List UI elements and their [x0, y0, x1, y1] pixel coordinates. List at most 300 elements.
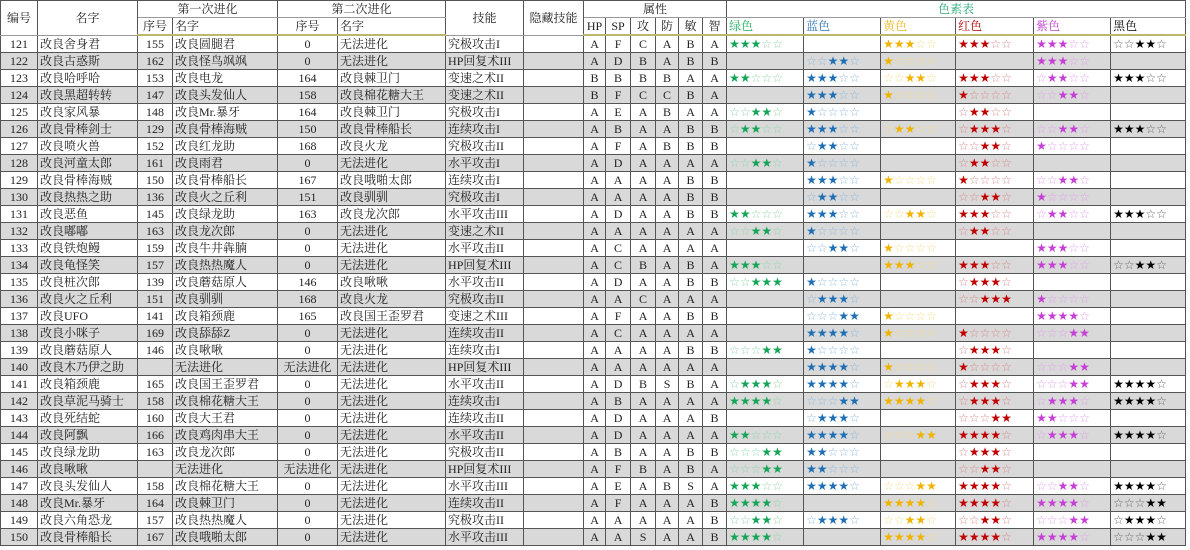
cell-attr-defense: A	[656, 257, 679, 274]
star-filled-icon: ★	[806, 156, 817, 170]
star-empty-icon: ☆	[990, 258, 1002, 272]
cell-attr-attack: B	[631, 70, 656, 87]
cell-id: 147	[1, 478, 38, 495]
star-empty-icon: ☆	[926, 394, 937, 408]
cell-stars-blue	[804, 53, 881, 70]
star-empty-icon: ☆	[990, 224, 1002, 238]
cell-stars-blue	[804, 35, 881, 53]
cell-stars-yellow	[881, 495, 956, 512]
cell-stars-green	[727, 376, 804, 393]
star-filled-icon: ★	[739, 37, 751, 51]
star-filled-icon: ★	[1134, 513, 1146, 527]
cell-name: 改良热热之助	[38, 189, 138, 206]
cell-evo2-name: 无法进化	[338, 325, 446, 342]
cell-attr-attack: A	[631, 427, 656, 444]
cell-attr-hp: A	[584, 512, 606, 529]
cell-stars-green	[727, 495, 804, 512]
star-filled-icon: ★	[1046, 309, 1058, 323]
table-row[interactable]	[1, 104, 1186, 121]
star-filled-icon: ★	[958, 479, 969, 493]
cell-skill: 连续攻击I	[446, 342, 524, 359]
star-filled-icon: ★	[979, 377, 991, 391]
cell-stars-red	[956, 478, 1034, 495]
star-filled-icon: ★	[827, 139, 839, 153]
cell-attr-attack: A	[631, 393, 656, 410]
star-filled-icon: ★	[1057, 309, 1069, 323]
table-row[interactable]	[1, 529, 1186, 546]
star-empty-icon: ☆	[772, 71, 783, 85]
table-row[interactable]	[1, 342, 1186, 359]
star-filled-icon: ★	[838, 428, 850, 442]
cell-stars-purple	[1034, 308, 1111, 325]
star-filled-icon: ★	[979, 292, 991, 306]
star-filled-icon: ★	[761, 530, 773, 544]
star-empty-icon: ☆	[816, 54, 828, 68]
table-row[interactable]	[1, 461, 1186, 478]
table-row[interactable]	[1, 240, 1186, 257]
cell-evo2-name: 无法进化	[338, 257, 446, 274]
star-filled-icon: ★	[1057, 88, 1069, 102]
star-filled-icon: ★	[968, 428, 980, 442]
cell-attr-sp: C	[606, 325, 631, 342]
star-empty-icon: ☆	[849, 173, 860, 187]
cell-attr-attack: C	[631, 87, 656, 104]
cell-attr-agility: A	[679, 512, 703, 529]
star-filled-icon: ★	[761, 156, 773, 170]
star-empty-icon: ☆	[849, 428, 860, 442]
star-empty-icon: ☆	[958, 445, 969, 459]
cell-evo2-seq: 0	[278, 257, 338, 274]
table-row[interactable]	[1, 444, 1186, 461]
star-filled-icon: ★	[1134, 207, 1146, 221]
cell-stars-purple	[1034, 427, 1111, 444]
cell-attr-hp: B	[584, 70, 606, 87]
star-empty-icon: ☆	[926, 496, 937, 510]
star-empty-icon: ☆	[883, 207, 894, 221]
cell-name: 改良蘑菇原人	[38, 342, 138, 359]
cell-skill: 连续攻击II	[446, 325, 524, 342]
cell-evo2-seq: 0	[278, 53, 338, 70]
cell-attr-sp: A	[606, 291, 631, 308]
star-filled-icon: ★	[968, 156, 980, 170]
star-empty-icon: ☆	[1046, 173, 1058, 187]
star-empty-icon: ☆	[915, 37, 927, 51]
cell-evo2-seq: 0	[278, 376, 338, 393]
cell-attr-attack: A	[631, 325, 656, 342]
star-empty-icon: ☆	[1001, 530, 1012, 544]
cell-hidden-skill	[524, 461, 584, 478]
cell-stars-green	[727, 478, 804, 495]
cell-attr-defense: A	[656, 427, 679, 444]
cell-attr-defense: A	[656, 444, 679, 461]
table-row[interactable]	[1, 359, 1186, 376]
star-empty-icon: ☆	[849, 105, 860, 119]
star-filled-icon: ★	[1068, 496, 1080, 510]
star-filled-icon: ★	[750, 105, 762, 119]
cell-skill: 连续攻击II	[446, 495, 524, 512]
table-row[interactable]	[1, 410, 1186, 427]
star-empty-icon: ☆	[968, 190, 980, 204]
cell-name: 改良骨棒海贼	[38, 172, 138, 189]
star-empty-icon: ☆	[1001, 496, 1012, 510]
star-empty-icon: ☆	[806, 411, 817, 425]
cell-attr-sp: D	[606, 53, 631, 70]
star-filled-icon: ★	[904, 122, 916, 136]
cell-stars-green	[727, 121, 804, 138]
star-empty-icon: ☆	[1036, 513, 1047, 527]
cell-id: 141	[1, 376, 38, 393]
cell-stars-red	[956, 223, 1034, 240]
cell-attr-agility: B	[679, 121, 703, 138]
star-filled-icon: ★	[958, 326, 969, 340]
star-empty-icon: ☆	[772, 428, 783, 442]
header-skill: 技能	[446, 1, 524, 36]
star-filled-icon: ★	[1113, 122, 1124, 136]
star-filled-icon: ★	[806, 224, 817, 238]
star-empty-icon: ☆	[827, 156, 839, 170]
cell-stars-green	[727, 104, 804, 121]
cell-attr-defense: A	[656, 410, 679, 427]
star-empty-icon: ☆	[1156, 258, 1167, 272]
table-row[interactable]	[1, 325, 1186, 342]
cell-skill: HP回复术III	[446, 359, 524, 376]
star-empty-icon: ☆	[1001, 394, 1012, 408]
cell-stars-blue	[804, 274, 881, 291]
cell-attr-sp: F	[606, 87, 631, 104]
cell-evo1-seq: 146	[138, 342, 173, 359]
star-filled-icon: ★	[1113, 377, 1124, 391]
cell-attr-attack: B	[631, 461, 656, 478]
star-filled-icon: ★	[1046, 530, 1058, 544]
cell-attr-attack: A	[631, 512, 656, 529]
star-filled-icon: ★	[1068, 394, 1080, 408]
cell-attr-hp: A	[584, 172, 606, 189]
star-filled-icon: ★	[761, 105, 773, 119]
cell-attr-intelligence: B	[703, 172, 727, 189]
star-empty-icon: ☆	[849, 411, 860, 425]
star-empty-icon: ☆	[1079, 241, 1090, 255]
cell-attr-defense: A	[656, 512, 679, 529]
table-row[interactable]	[1, 189, 1186, 206]
cell-stars-green	[727, 53, 804, 70]
cell-stars-red	[956, 87, 1034, 104]
star-filled-icon: ★	[1079, 360, 1090, 374]
cell-attr-intelligence: A	[703, 461, 727, 478]
star-filled-icon: ★	[827, 411, 839, 425]
cell-stars-blue	[804, 461, 881, 478]
star-empty-icon: ☆	[1156, 377, 1167, 391]
star-empty-icon: ☆	[915, 360, 927, 374]
cell-skill: 水平攻击III	[446, 478, 524, 495]
star-filled-icon: ★	[1036, 241, 1047, 255]
star-filled-icon: ★	[1068, 513, 1080, 527]
cell-id: 136	[1, 291, 38, 308]
cell-evo1-name: 改良骨棒船长	[173, 172, 278, 189]
cell-stars-yellow	[881, 70, 956, 87]
star-filled-icon: ★	[1001, 411, 1012, 425]
cell-evo2-seq: 167	[278, 172, 338, 189]
cell-hidden-skill	[524, 393, 584, 410]
star-filled-icon: ★	[1123, 479, 1135, 493]
cell-attr-attack: A	[631, 240, 656, 257]
star-filled-icon: ★	[979, 513, 991, 527]
header-defense: 防	[656, 18, 679, 36]
cell-skill: 水平攻击III	[446, 529, 524, 546]
cell-stars-green	[727, 512, 804, 529]
star-filled-icon: ★	[1156, 496, 1167, 510]
star-empty-icon: ☆	[926, 360, 937, 374]
table-row[interactable]	[1, 172, 1186, 189]
cell-stars-purple	[1034, 121, 1111, 138]
cell-attr-hp: A	[584, 35, 606, 53]
table-row[interactable]	[1, 35, 1186, 53]
star-empty-icon: ☆	[806, 292, 817, 306]
star-empty-icon: ☆	[772, 156, 783, 170]
star-filled-icon: ★	[979, 190, 991, 204]
star-empty-icon: ☆	[750, 462, 762, 476]
cell-attr-agility: B	[679, 53, 703, 70]
cell-stars-purple	[1034, 291, 1111, 308]
cell-attr-defense: A	[656, 189, 679, 206]
cell-stars-black	[1111, 206, 1186, 223]
star-filled-icon: ★	[883, 360, 894, 374]
star-empty-icon: ☆	[750, 428, 762, 442]
star-filled-icon: ★	[968, 343, 980, 357]
star-filled-icon: ★	[1123, 122, 1135, 136]
table-row[interactable]	[1, 512, 1186, 529]
cell-attr-attack: B	[631, 376, 656, 393]
star-filled-icon: ★	[1145, 377, 1157, 391]
cell-attr-hp: A	[584, 155, 606, 172]
table-row[interactable]	[1, 393, 1186, 410]
cell-id: 122	[1, 53, 38, 70]
star-empty-icon: ☆	[893, 88, 905, 102]
star-empty-icon: ☆	[1046, 377, 1058, 391]
cell-name: 改良桩次郎	[38, 274, 138, 291]
cell-attr-agility: B	[679, 257, 703, 274]
star-filled-icon: ★	[990, 139, 1002, 153]
cell-attr-defense: A	[656, 325, 679, 342]
star-empty-icon: ☆	[904, 173, 916, 187]
cell-stars-yellow	[881, 444, 956, 461]
star-filled-icon: ★	[729, 71, 740, 85]
star-filled-icon: ★	[1057, 241, 1069, 255]
cell-stars-purple	[1034, 240, 1111, 257]
header-row-1	[1, 1, 1186, 18]
star-filled-icon: ★	[968, 122, 980, 136]
star-empty-icon: ☆	[926, 513, 937, 527]
table-row[interactable]	[1, 121, 1186, 138]
cell-stars-yellow	[881, 529, 956, 546]
table-row[interactable]	[1, 478, 1186, 495]
star-filled-icon: ★	[958, 360, 969, 374]
star-filled-icon: ★	[761, 275, 773, 289]
star-empty-icon: ☆	[893, 326, 905, 340]
star-filled-icon: ★	[772, 343, 783, 357]
star-filled-icon: ★	[979, 71, 991, 85]
cell-name: 改良喷火兽	[38, 138, 138, 155]
table-row[interactable]	[1, 70, 1186, 87]
star-filled-icon: ★	[968, 377, 980, 391]
table-row[interactable]	[1, 376, 1186, 393]
cell-hidden-skill	[524, 342, 584, 359]
star-filled-icon: ★	[750, 479, 762, 493]
star-empty-icon: ☆	[968, 360, 980, 374]
cell-attr-defense: A	[656, 308, 679, 325]
star-empty-icon: ☆	[1079, 207, 1090, 221]
cell-evo2-name: 改良啾啾	[338, 274, 446, 291]
star-empty-icon: ☆	[1145, 71, 1157, 85]
star-filled-icon: ★	[827, 71, 839, 85]
star-empty-icon: ☆	[1001, 275, 1012, 289]
cell-attr-hp: A	[584, 325, 606, 342]
star-filled-icon: ★	[1145, 258, 1157, 272]
star-empty-icon: ☆	[915, 173, 927, 187]
cell-hidden-skill	[524, 206, 584, 223]
star-filled-icon: ★	[838, 513, 850, 527]
star-empty-icon: ☆	[1079, 54, 1090, 68]
star-empty-icon: ☆	[750, 207, 762, 221]
star-empty-icon: ☆	[915, 88, 927, 102]
cell-stars-yellow	[881, 478, 956, 495]
table-row[interactable]	[1, 427, 1186, 444]
cell-evo2-seq: 0	[278, 495, 338, 512]
star-filled-icon: ★	[1057, 428, 1069, 442]
star-empty-icon: ☆	[838, 173, 850, 187]
star-empty-icon: ☆	[915, 241, 927, 255]
cell-attr-attack: A	[631, 138, 656, 155]
cell-id: 126	[1, 121, 38, 138]
star-empty-icon: ☆	[806, 394, 817, 408]
star-filled-icon: ★	[729, 479, 740, 493]
star-empty-icon: ☆	[1001, 445, 1012, 459]
star-filled-icon: ★	[968, 530, 980, 544]
table-row[interactable]	[1, 138, 1186, 155]
cell-attr-intelligence: B	[703, 529, 727, 546]
cell-attr-intelligence: A	[703, 35, 727, 53]
star-filled-icon: ★	[750, 275, 762, 289]
cell-evo1-seq: 163	[138, 444, 173, 461]
star-filled-icon: ★	[1113, 71, 1124, 85]
cell-attr-agility: A	[679, 410, 703, 427]
cell-attr-defense: B	[656, 70, 679, 87]
table-row[interactable]	[1, 257, 1186, 274]
cell-skill: 究极攻击I	[446, 189, 524, 206]
cell-stars-yellow	[881, 427, 956, 444]
table-row[interactable]	[1, 155, 1186, 172]
cell-stars-blue	[804, 427, 881, 444]
table-row[interactable]	[1, 87, 1186, 104]
cell-skill: 水平攻击II	[446, 376, 524, 393]
cell-attr-agility: B	[679, 461, 703, 478]
star-empty-icon: ☆	[739, 513, 751, 527]
cell-evo2-name: 改良棘卫门	[338, 104, 446, 121]
star-empty-icon: ☆	[893, 173, 905, 187]
cell-attr-defense: A	[656, 342, 679, 359]
cell-stars-yellow	[881, 308, 956, 325]
table-row[interactable]	[1, 223, 1186, 240]
star-filled-icon: ★	[968, 37, 980, 51]
table-row[interactable]	[1, 291, 1186, 308]
cell-stars-red	[956, 410, 1034, 427]
star-filled-icon: ★	[915, 377, 927, 391]
cell-stars-blue	[804, 342, 881, 359]
star-empty-icon: ☆	[750, 343, 762, 357]
star-empty-icon: ☆	[1001, 156, 1012, 170]
table-row[interactable]	[1, 308, 1186, 325]
cell-attr-defense: A	[656, 53, 679, 70]
star-filled-icon: ★	[816, 88, 828, 102]
cell-attr-defense: A	[656, 359, 679, 376]
cell-attr-defense: A	[656, 529, 679, 546]
cell-hidden-skill	[524, 291, 584, 308]
star-empty-icon: ☆	[990, 207, 1002, 221]
cell-stars-purple	[1034, 189, 1111, 206]
table-row[interactable]	[1, 53, 1186, 70]
cell-stars-blue	[804, 512, 881, 529]
cell-name: 改良龟怪笑	[38, 257, 138, 274]
star-filled-icon: ★	[904, 377, 916, 391]
table-row[interactable]	[1, 206, 1186, 223]
star-filled-icon: ★	[883, 258, 894, 272]
header-id: 编号	[1, 1, 38, 36]
table-body	[1, 35, 1186, 546]
star-empty-icon: ☆	[1001, 462, 1012, 476]
star-filled-icon: ★	[990, 292, 1002, 306]
star-filled-icon: ★	[816, 71, 828, 85]
star-filled-icon: ★	[739, 428, 751, 442]
cell-stars-blue	[804, 206, 881, 223]
star-empty-icon: ☆	[761, 122, 773, 136]
cell-stars-black	[1111, 87, 1186, 104]
star-filled-icon: ★	[968, 207, 980, 221]
cell-stars-red	[956, 495, 1034, 512]
cell-stars-yellow	[881, 223, 956, 240]
star-filled-icon: ★	[968, 105, 980, 119]
star-empty-icon: ☆	[1079, 88, 1090, 102]
star-empty-icon: ☆	[1036, 173, 1047, 187]
cell-hidden-skill	[524, 35, 584, 53]
table-row[interactable]	[1, 274, 1186, 291]
star-empty-icon: ☆	[838, 224, 850, 238]
star-filled-icon: ★	[827, 513, 839, 527]
star-empty-icon: ☆	[816, 156, 828, 170]
cell-evo2-seq: 0	[278, 393, 338, 410]
star-empty-icon: ☆	[1036, 71, 1047, 85]
cell-evo1-seq: 162	[138, 53, 173, 70]
star-empty-icon: ☆	[849, 377, 860, 391]
star-filled-icon: ★	[827, 173, 839, 187]
star-empty-icon: ☆	[1057, 377, 1069, 391]
star-filled-icon: ★	[1068, 309, 1080, 323]
star-empty-icon: ☆	[893, 71, 905, 85]
star-filled-icon: ★	[979, 530, 991, 544]
cell-attr-agility: A	[679, 495, 703, 512]
cell-stars-black	[1111, 121, 1186, 138]
star-filled-icon: ★	[1057, 258, 1069, 272]
cell-stars-yellow	[881, 376, 956, 393]
star-filled-icon: ★	[979, 258, 991, 272]
star-filled-icon: ★	[926, 479, 937, 493]
star-empty-icon: ☆	[838, 275, 850, 289]
cell-stars-red	[956, 155, 1034, 172]
star-filled-icon: ★	[750, 37, 762, 51]
star-filled-icon: ★	[1134, 479, 1146, 493]
cell-stars-black	[1111, 155, 1186, 172]
cell-skill: 连续攻击I	[446, 393, 524, 410]
table-row[interactable]	[1, 495, 1186, 512]
star-empty-icon: ☆	[1001, 479, 1012, 493]
